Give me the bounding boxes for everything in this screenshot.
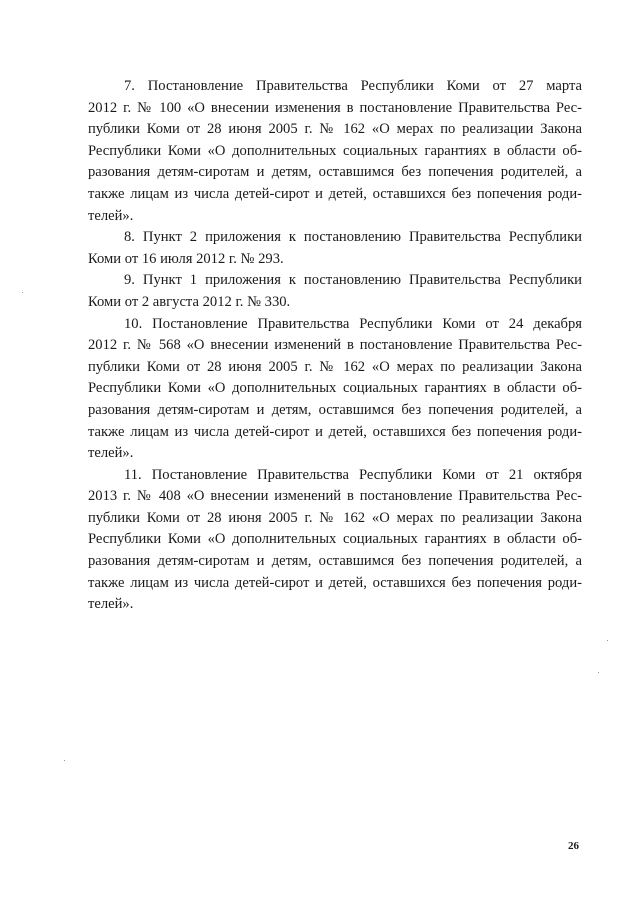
text-line: телей». bbox=[88, 445, 134, 462]
text-line: 9. Пункт 1 приложения к постановлению Правительства Республики bbox=[124, 272, 582, 289]
paragraph-item-7 bbox=[88, 76, 582, 227]
text-line: разования детям-сиротам и детям, оставшимся без попечения родителей, а bbox=[88, 401, 582, 418]
text-line: также лицам из числа детей-сирот и детей, оставшихся без попечения роди- bbox=[88, 423, 582, 440]
paragraph-item-11 bbox=[88, 465, 582, 616]
text-line: Республики Коми «О дополнительных социальных гарантиях в области об- bbox=[88, 142, 582, 159]
text-line: публики Коми от 28 июня 2005 г. № 162 «О мерах по реализации Закона bbox=[88, 358, 582, 375]
text-line: 2013 г. № 408 «О внесении изменений в постановление Правительства Рес- bbox=[88, 488, 582, 505]
text-line: телей». bbox=[88, 596, 134, 613]
text-line: разования детям-сиротам и детям, оставшимся без попечения родителей, а bbox=[88, 164, 582, 181]
text-line: также лицам из числа детей-сирот и детей, оставшихся без попечения роди- bbox=[88, 574, 582, 591]
text-line: 2012 г. № 100 «О внесении изменения в постановление Правительства Рес- bbox=[88, 99, 582, 116]
text-line: 10. Постановление Правительства Республики Коми от 24 декабря bbox=[124, 315, 582, 332]
text-line: Республики Коми «О дополнительных социальных гарантиях в области об- bbox=[88, 380, 582, 397]
text-line: Коми от 2 августа 2012 г. № 330. bbox=[88, 293, 291, 310]
text-line: 7. Постановление Правительства Республики Коми от 27 марта bbox=[124, 78, 582, 94]
text-line: публики Коми от 28 июня 2005 г. № 162 «О мерах по реализации Закона bbox=[88, 509, 582, 526]
document-body bbox=[88, 76, 582, 616]
paragraph-item-8 bbox=[88, 227, 582, 270]
scan-speck bbox=[64, 760, 65, 761]
text-line: Коми от 16 июля 2012 г. № 293. bbox=[88, 250, 284, 267]
text-line: 2012 г. № 568 «О внесении изменений в постановление Правительства Рес- bbox=[88, 337, 582, 354]
scan-speck bbox=[22, 292, 23, 293]
text-line: также лицам из числа детей-сирот и детей, оставшихся без попечения роди- bbox=[88, 185, 582, 202]
paragraph-item-10 bbox=[88, 314, 582, 465]
text-line: 11. Постановление Правительства Республики Коми от 21 октября bbox=[124, 466, 582, 483]
paragraph-item-9 bbox=[88, 270, 582, 313]
page-number: 26 bbox=[568, 840, 579, 852]
text-line: 8. Пункт 2 приложения к постановлению Правительства Республики bbox=[124, 229, 582, 246]
text-line: разования детям-сиротам и детям, оставшимся без попечения родителей, а bbox=[88, 553, 582, 570]
text-line: публики Коми от 28 июня 2005 г. № 162 «О мерах по реализации Закона bbox=[88, 121, 582, 138]
text-line: телей». bbox=[88, 207, 134, 224]
scan-speck bbox=[598, 672, 599, 673]
text-line: Республики Коми «О дополнительных социальных гарантиях в области об- bbox=[88, 531, 582, 548]
scan-speck bbox=[607, 640, 608, 641]
